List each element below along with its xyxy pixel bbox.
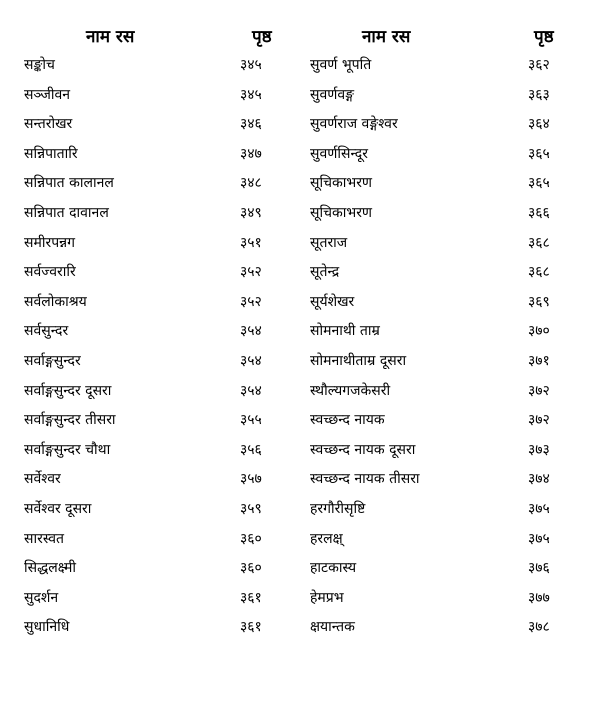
entry-right-page: ३७४	[528, 471, 550, 488]
entry-left-name: समीरपन्नग	[24, 234, 76, 251]
entry-left-page: ३५९	[240, 500, 262, 517]
entry-left-name: सिद्धलक्ष्मी	[24, 560, 76, 577]
header-right-page: पृष्ठ	[534, 27, 554, 47]
entry-left-page: ३५७	[240, 471, 262, 488]
index-row	[0, 141, 600, 171]
header-right-name: नाम रस	[362, 27, 411, 47]
entry-right-page: ३६९	[528, 293, 550, 310]
entry-left-name: सर्वलोकाश्रय	[24, 293, 87, 310]
entry-left-page: ३४५	[240, 86, 262, 103]
entry-right-page: ३७५	[528, 530, 550, 547]
entry-right-name: सुवर्ण भूपति	[310, 57, 372, 73]
index-row	[0, 318, 600, 348]
entry-right-name: स्वच्छन्द नायक तीसरा	[310, 471, 420, 488]
entry-left-page: ३६०	[240, 530, 262, 547]
entry-left-name: सर्वाङ्गसुन्दर तीसरा	[24, 412, 116, 429]
entry-left-page: ३५२	[240, 293, 262, 310]
entry-left-page: ३६०	[240, 560, 262, 577]
entry-left-name: सन्निपात कालानल	[24, 175, 114, 192]
header-left-page: पृष्ठ	[252, 27, 272, 47]
entry-right-name: सूचिकाभरण	[310, 204, 373, 221]
entry-left-page: ३४६	[240, 116, 262, 133]
entry-right-page: ३७७	[528, 589, 550, 606]
entry-right-name: हरलक्ष्	[310, 530, 343, 547]
entry-right-page: ३६५	[528, 175, 550, 192]
index-table	[0, 52, 600, 644]
index-row	[0, 614, 600, 644]
index-row	[0, 200, 600, 230]
entry-right-page: ३७३	[528, 441, 550, 458]
index-row	[0, 230, 600, 260]
entry-right-name: सोमनाथी ताम्र	[310, 323, 380, 340]
entry-left-name: सर्वज्वरारि	[24, 264, 76, 281]
index-row	[0, 526, 600, 556]
entry-left-page: ३५४	[240, 382, 262, 399]
index-row	[0, 496, 600, 526]
entry-right-page: ३६५	[528, 145, 550, 162]
entry-left-name: सर्वेश्वर दूसरा	[24, 500, 92, 517]
entry-left-name: सर्वसुन्दर	[24, 323, 69, 340]
entry-right-name: हाटकास्य	[310, 560, 357, 577]
entry-right-page: ३७१	[528, 352, 550, 369]
entry-left-page: ३५५	[240, 412, 262, 429]
index-row	[0, 466, 600, 496]
entry-left-page: ३६१	[240, 619, 262, 636]
entry-left-page: ३६१	[240, 589, 262, 606]
entry-left-page: ३४८	[240, 175, 262, 192]
entry-left-name: सञ्जीवन	[24, 86, 71, 103]
entry-right-page: ३७८	[528, 619, 550, 636]
entry-left-page: ३४५	[240, 57, 262, 73]
entry-right-page: ३६६	[528, 204, 550, 221]
entry-left-name: सन्तरोखर	[24, 116, 73, 133]
entry-left-name: सन्निपातारि	[24, 145, 78, 162]
entry-right-page: ३६८	[528, 234, 550, 251]
entry-left-page: ३५६	[240, 441, 262, 458]
entry-left-name: सन्निपात दावानल	[24, 204, 109, 221]
index-row	[0, 378, 600, 408]
entry-left-page: ३४७	[240, 145, 262, 162]
entry-left-name: सुदर्शन	[24, 589, 59, 606]
entry-right-page: ३७६	[528, 560, 550, 577]
entry-right-page: ३७२	[528, 382, 550, 399]
entry-left-name: सुधानिधि	[24, 619, 70, 636]
entry-left-page: ३५४	[240, 323, 262, 340]
entry-left-page: ३५२	[240, 264, 262, 281]
entry-left-page: ३५१	[240, 234, 262, 251]
entry-right-name: स्वच्छन्द नायक	[310, 412, 385, 429]
index-row	[0, 585, 600, 615]
entry-right-name: हरगौरीसृष्टि	[310, 500, 366, 517]
entry-right-name: सूतराज	[310, 234, 348, 251]
entry-left-name: सर्वाङ्गसुन्दर चौथा	[24, 441, 111, 458]
entry-right-name: स्थौल्यगजकेसरी	[310, 382, 391, 399]
index-row	[0, 437, 600, 467]
index-row	[0, 259, 600, 289]
entry-left-page: ३५४	[240, 352, 262, 369]
entry-right-page: ३६२	[528, 57, 550, 73]
entry-right-name: हेमप्रभ	[310, 589, 344, 606]
entry-right-page: ३६३	[528, 86, 550, 103]
entry-left-name: सङ्कोच	[24, 57, 55, 73]
index-row	[0, 111, 600, 141]
index-row	[0, 170, 600, 200]
entry-right-name: सुवर्णराज वङ्गेश्वर	[310, 116, 398, 133]
entry-left-name: सर्वाङ्गसुन्दर	[24, 352, 81, 369]
entry-right-name: सोमनाथीताम्र दूसरा	[310, 352, 407, 369]
entry-right-page: ३६४	[528, 116, 550, 133]
index-row	[0, 82, 600, 112]
index-row	[0, 555, 600, 585]
index-row	[0, 289, 600, 319]
entry-right-name: सूचिकाभरण	[310, 175, 373, 192]
entry-left-name: सर्वेश्वर	[24, 471, 61, 488]
header-left-name: नाम रस	[86, 27, 135, 47]
index-row	[0, 407, 600, 437]
entry-right-name: स्वच्छन्द नायक दूसरा	[310, 441, 416, 458]
entry-right-name: सूतेन्द्र	[310, 264, 340, 281]
entry-right-page: ३६८	[528, 264, 550, 281]
entry-right-page: ३७५	[528, 500, 550, 517]
entry-left-name: सारस्वत	[24, 530, 65, 547]
entry-right-page: ३७०	[528, 323, 550, 340]
entry-right-name: सुवर्णसिन्दूर	[310, 145, 368, 162]
index-row	[0, 52, 600, 82]
entry-right-name: क्षयान्तक	[310, 619, 355, 636]
entry-left-name: सर्वाङ्गसुन्दर दूसरा	[24, 382, 112, 399]
entry-left-page: ३४९	[240, 204, 262, 221]
entry-right-name: सुवर्णवङ्ग	[310, 86, 355, 103]
index-row	[0, 348, 600, 378]
entry-right-page: ३७२	[528, 412, 550, 429]
entry-right-name: सूर्यशेखर	[310, 293, 355, 310]
